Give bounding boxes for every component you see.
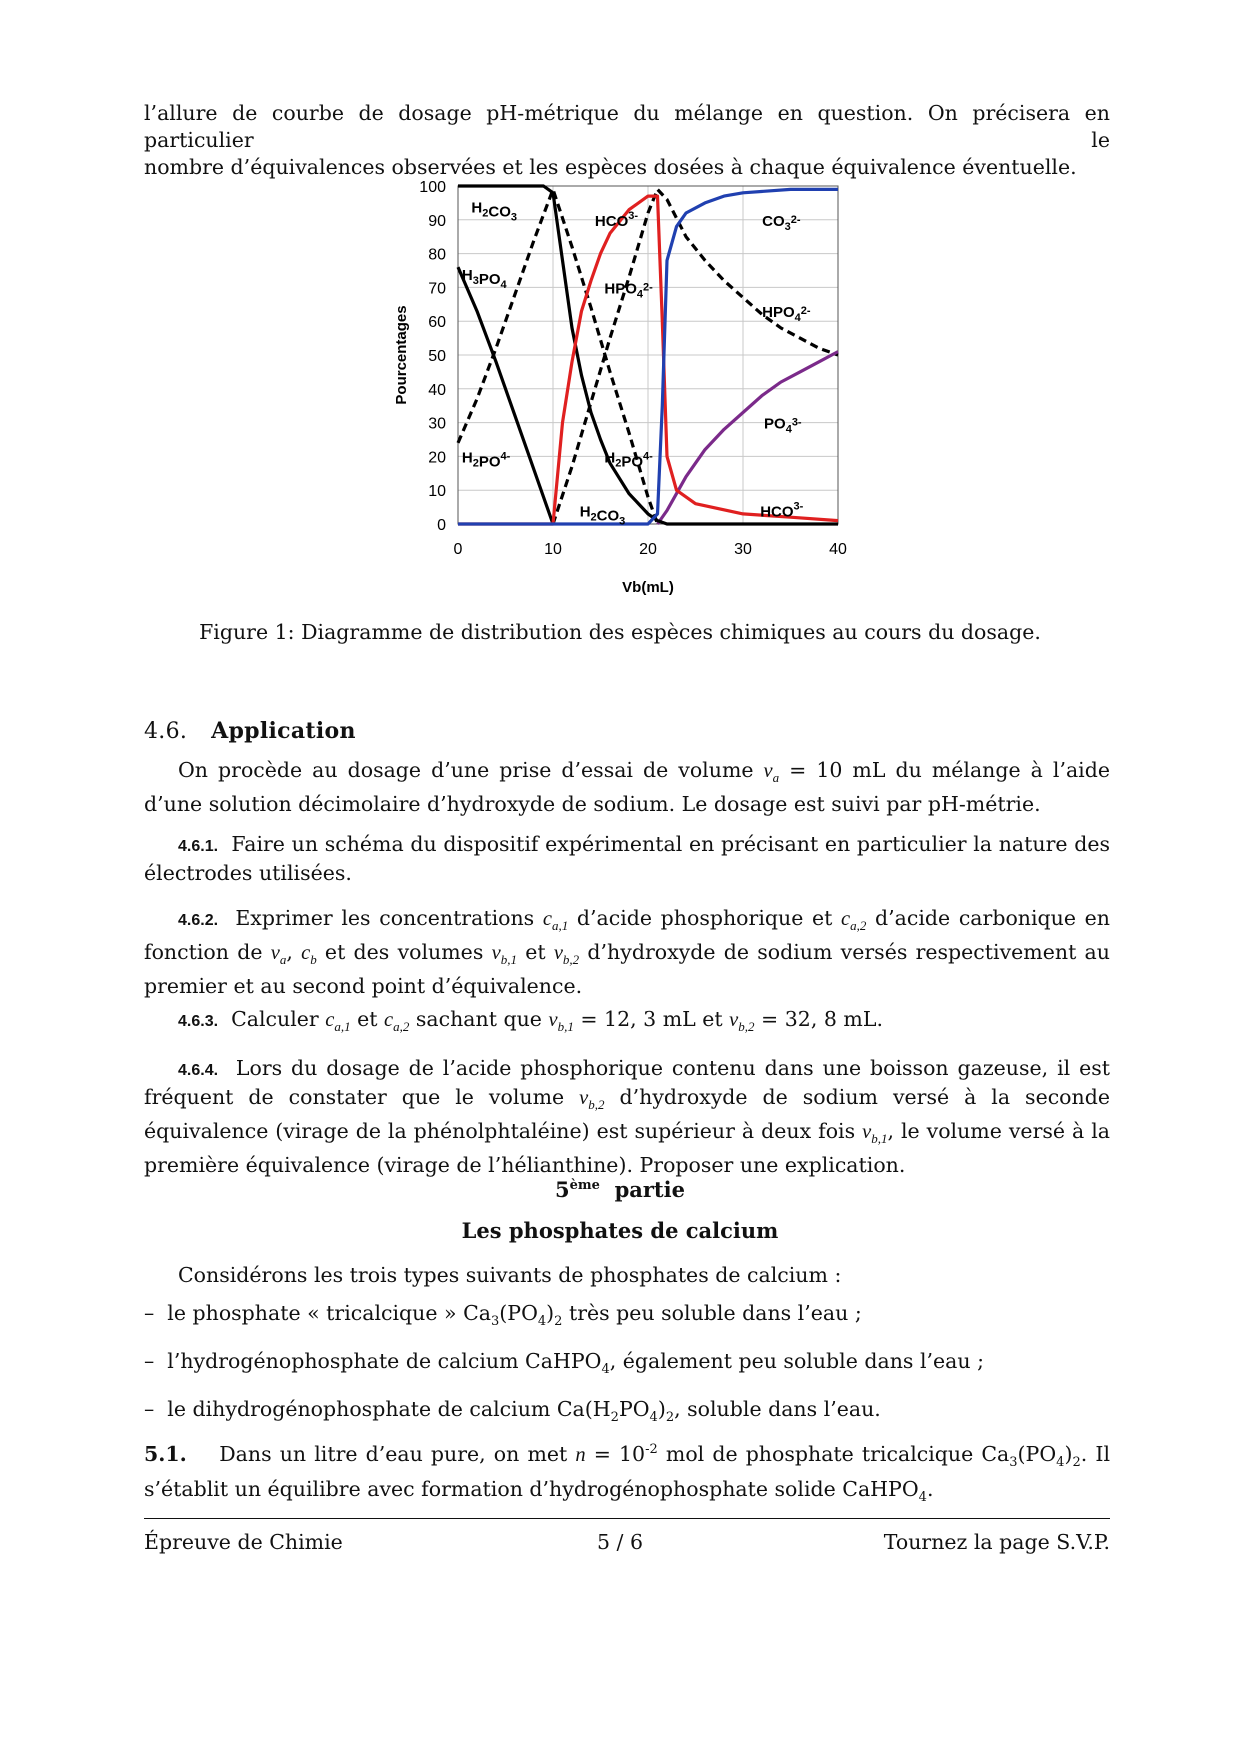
question-text: Faire un schéma du dispositif expérimental en précisant en particulier la nature des électrodes utilisées. <box>144 832 1110 885</box>
list-item: – l’hydrogénophosphate de calcium CaHPO$_4$, également peu soluble dans l’eau ; <box>144 1349 985 1378</box>
intro-line-2: nombre d’équivalences observées et les espèces dosées à chaque équivalence éventuelle. <box>144 155 1077 179</box>
y-tick-label: 20 <box>428 449 446 467</box>
x-tick-label: 10 <box>544 541 562 558</box>
x-axis-label: Vb(mL) <box>622 579 674 596</box>
section-title: Application <box>211 718 356 744</box>
distribution-chart <box>380 168 860 598</box>
series-line-h3po4 <box>458 267 553 524</box>
species-label: $H_2CO_3$ <box>579 503 626 528</box>
page-number: 5 / 6 <box>596 1530 644 1554</box>
y-tick-label: 30 <box>428 415 446 433</box>
x-tick-label: 0 <box>453 541 463 558</box>
species-label: $H_2CO_3$ <box>471 199 518 224</box>
species-label: $CO_3^{2-}$ <box>762 212 801 233</box>
y-tick-label: 60 <box>428 314 446 332</box>
y-tick-label: 70 <box>428 280 446 298</box>
figure-caption: Figure 1: Diagramme de distribution des espèces chimiques au cours du dosage. <box>199 620 1041 644</box>
species-label: $HCO^{3-}$ <box>594 209 639 230</box>
y-tick-label: 40 <box>428 381 446 399</box>
chart-svg <box>380 168 860 598</box>
question-4-6-1 <box>144 831 1110 887</box>
question-text: Exprimer les concentrations $c_{a,1}$ d’acide phosphorique et $c_{a,2}$ d’acide carbonique en fonction de $v_a$, $c_b$ et des volumes $v_{b,1}$ et $v_{b,2}$ d’hydroxyde de sodium versés respectivement au premier et au second point d’équivalence. <box>144 906 1110 999</box>
part-title: Les phosphates de calcium <box>461 1218 779 1243</box>
x-tick-label: 20 <box>639 541 657 558</box>
species-label: $HPO_4^{2-}$ <box>604 280 653 301</box>
question-number: 4.6.1. <box>178 838 219 855</box>
y-tick-label: 50 <box>428 348 446 365</box>
footer-right: Tournez la page S.V.P. <box>883 1530 1110 1554</box>
series-line-hpo4-2- <box>553 189 838 524</box>
question-number: 4.6.3. <box>178 1013 219 1030</box>
intro-line-1: l’allure de courbe de dosage pH-métrique du mélange en question. On précisera en particulier le <box>144 101 1110 152</box>
y-tick-label: 80 <box>428 246 446 264</box>
y-tick-label: 10 <box>428 483 446 501</box>
x-tick-label: 40 <box>829 541 847 558</box>
part-heading: 5ème partie <box>555 1177 685 1202</box>
series-line-po4-3- <box>658 352 839 524</box>
species-label: $HCO^{3-}$ <box>760 500 804 521</box>
question-4-6-3 <box>144 1006 1110 1040</box>
part5-intro: Considérons les trois types suivants de phosphates de calcium : <box>178 1263 842 1287</box>
species-label: $H_2PO^{4-}$ <box>604 449 653 471</box>
y-tick-label: 0 <box>437 517 446 534</box>
x-tick-label: 30 <box>734 541 752 558</box>
species-label: $HPO_4^{2-}$ <box>762 304 811 325</box>
species-label: $PO_4^{3-}$ <box>764 415 802 436</box>
question-4-6-4 <box>144 1055 1110 1179</box>
footer-rule <box>144 1518 1110 1519</box>
footer-left: Épreuve de Chimie <box>144 1530 343 1554</box>
phosphate-list-items <box>144 1300 1110 1431</box>
application-text: On procède au dosage d’une prise d’essai de volume $v_a = 10$ mL du mélange à l’aide d’une solution décimolaire d’hydroxyde de sodium. Le dosage est suivi par pH-métrie. <box>144 758 1110 817</box>
section-paragraph <box>144 757 1110 818</box>
y-tick-label: 100 <box>419 179 446 196</box>
section-number: 4.6. <box>144 719 188 744</box>
question-text: Calculer $c_{a,1}$ et $c_{a,2}$ sachant que $v_{b,1} = 12$, 3 mL et $v_{b,2} = 32$, 8 mL. <box>231 1007 883 1035</box>
section-heading <box>144 718 356 744</box>
question-number: 4.6.2. <box>178 912 219 929</box>
species-label: $H_3PO_4$ <box>461 266 507 291</box>
question-text: Lors du dosage de l’acide phosphorique contenu dans une boisson gazeuse, il est fréquent de constater que le volume $v_{b,2}$ d’hydroxyde de sodium versé à la seconde équivalence (virage de la phénolphtaléine) est supérieur à deux fois $v_{b,1}$, le volume versé à la première équivalence (virage de l’hélianthine). Proposer une explication. <box>144 1056 1110 1178</box>
question-5-1 <box>144 1436 1110 1511</box>
question-number: 5.1. <box>144 1441 187 1466</box>
species-label: $H_2PO^{4-}$ <box>461 449 511 471</box>
list-item: – le dihydrogénophosphate de calcium $Ca(H_2PO_4)_2$, soluble dans l’eau. <box>144 1397 881 1426</box>
y-axis-label: Pourcentages <box>393 305 410 405</box>
question-4-6-2 <box>144 905 1110 1000</box>
phosphate-list <box>144 1300 1110 1444</box>
question-number: 4.6.4. <box>178 1062 219 1079</box>
list-item: – le phosphate « tricalcique » $Ca_3(PO_4)_2$ très peu soluble dans l’eau ; <box>144 1301 862 1330</box>
question-text: Dans un litre d’eau pure, on met $n = 10^{-2}$ mol de phosphate tricalcique $Ca_3(PO_4)_2$. Il s’établit un équilibre avec formation d’hydrogénophosphate solide CaHPO$_4$. <box>144 1441 1110 1506</box>
y-tick-label: 90 <box>428 212 446 230</box>
